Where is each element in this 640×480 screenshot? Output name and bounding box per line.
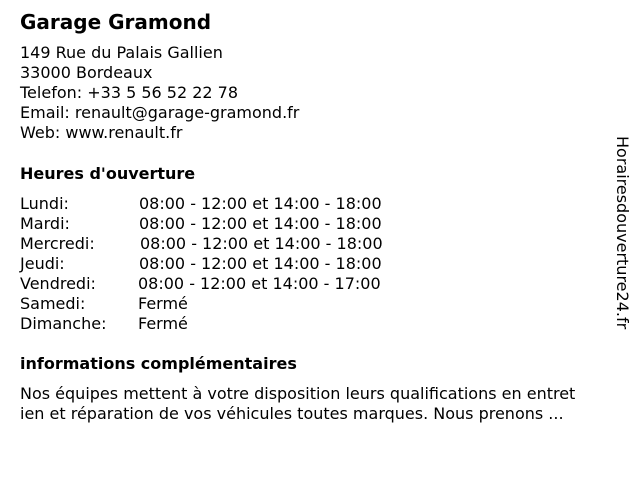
day-hours: 08:00 - 12:00 et 14:00 - 18:00 — [140, 234, 383, 253]
day-label: Mercredi: — [20, 234, 95, 253]
street-address: 149 Rue du Palais Gallien — [20, 43, 223, 62]
day-label: Jeudi: — [20, 254, 65, 273]
day-label: Lundi: — [20, 194, 69, 213]
description-line: ien et réparation de vos véhicules toutes marques. Nous prenons ... — [20, 404, 564, 423]
additional-info-text — [20, 384, 575, 424]
additional-info-heading: informations complémentaires — [20, 354, 297, 373]
city-postcode: 33000 Bordeaux — [20, 63, 153, 82]
day-hours: 08:00 - 12:00 et 14:00 - 18:00 — [139, 214, 382, 233]
business-name: Garage Gramond — [20, 10, 212, 34]
day-hours: Fermé — [138, 294, 188, 313]
day-hours: 08:00 - 12:00 et 14:00 - 17:00 — [138, 274, 381, 293]
day-label: Vendredi: — [20, 274, 96, 293]
address-block — [20, 43, 299, 143]
day-label: Mardi: — [20, 214, 70, 233]
day-hours: 08:00 - 12:00 et 14:00 - 18:00 — [139, 254, 382, 273]
day-label: Samedi: — [20, 294, 86, 313]
opening-hours-heading: Heures d'ouverture — [20, 164, 196, 183]
day-hours: 08:00 - 12:00 et 14:00 - 18:00 — [139, 194, 382, 213]
description-line: Nos équipes mettent à votre disposition leurs qualifications en entret — [20, 384, 576, 403]
website: Web: www.renault.fr — [20, 123, 183, 142]
email-address: Email: renault@garage-gramond.fr — [20, 103, 300, 122]
phone-number: Telefon: +33 5 56 52 22 78 — [20, 83, 239, 102]
day-hours: Fermé — [138, 314, 188, 333]
site-watermark: Horairesdouverture24.fr — [613, 136, 632, 330]
day-label: Dimanche: — [20, 314, 107, 333]
